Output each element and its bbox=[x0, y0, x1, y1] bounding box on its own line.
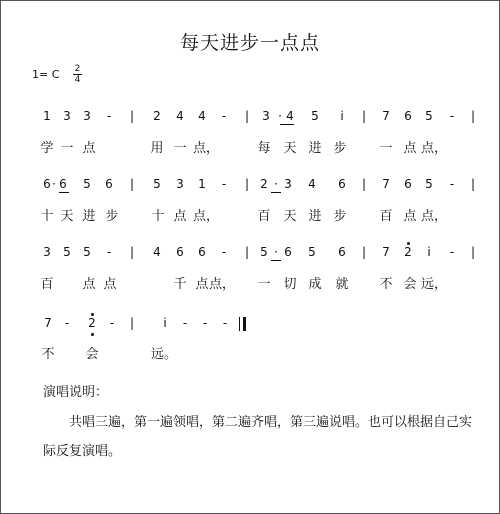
lyric-char: 点， bbox=[420, 141, 448, 156]
lyric-char: 用 bbox=[150, 141, 164, 156]
lyric-char: 点 bbox=[103, 277, 117, 292]
time-signature bbox=[73, 64, 82, 85]
lyric-char: 远。 bbox=[150, 347, 178, 362]
lyric-char: 天 bbox=[283, 141, 297, 156]
score-note: 4 bbox=[308, 177, 316, 191]
score-note: 3 bbox=[176, 177, 184, 191]
lyric-char: 天 bbox=[283, 209, 297, 224]
score-note: 6 bbox=[404, 109, 412, 123]
score-note: 5 bbox=[63, 245, 71, 259]
score-note: 2 bbox=[88, 316, 96, 330]
time-signature-top: 2 bbox=[74, 64, 81, 74]
lyric-char: 点， bbox=[192, 141, 220, 156]
score-note: - bbox=[221, 245, 227, 259]
score-note: - bbox=[106, 245, 112, 259]
lyric-char: 一 bbox=[60, 141, 74, 156]
lyric-char: 成 bbox=[308, 277, 322, 292]
score-note: 4 bbox=[286, 109, 294, 123]
lyric-char: 点 bbox=[403, 209, 417, 224]
lyric-char: 每 bbox=[257, 141, 271, 156]
score-note: · bbox=[274, 245, 278, 259]
lyric-char: 百 bbox=[379, 209, 393, 224]
lyric-char: 不 bbox=[41, 347, 55, 362]
score-note: 6 bbox=[404, 177, 412, 191]
final-barline-thin bbox=[239, 317, 240, 331]
score-note: 4 bbox=[153, 245, 161, 259]
lyric-char: 天 bbox=[60, 209, 74, 224]
lyric-char: 学 bbox=[40, 141, 54, 156]
score-note: · bbox=[278, 109, 282, 123]
score-note: - bbox=[222, 316, 228, 330]
score-note: 6 bbox=[284, 245, 292, 259]
score-note: · bbox=[274, 177, 278, 191]
eighth-note-underline bbox=[59, 192, 69, 193]
lyric-char: 十 bbox=[151, 209, 165, 224]
score-note: 7 bbox=[44, 316, 52, 330]
lyric-char: 一 bbox=[257, 277, 271, 292]
barline: | bbox=[129, 245, 135, 259]
barline: | bbox=[129, 177, 135, 191]
lyric-char: 点 bbox=[403, 141, 417, 156]
score-note: 5 bbox=[83, 177, 91, 191]
barline: | bbox=[129, 316, 135, 330]
key-signature: 1= C bbox=[32, 68, 60, 81]
score-note: 6 bbox=[198, 245, 206, 259]
lyric-char: 点， bbox=[420, 209, 448, 224]
score-note: i bbox=[163, 316, 167, 330]
score-note: 5 bbox=[311, 109, 319, 123]
lyric-char: 会 bbox=[85, 347, 99, 362]
score-note: 1 bbox=[43, 109, 51, 123]
score-note: 2 bbox=[404, 245, 412, 259]
barline: | bbox=[244, 177, 250, 191]
score-note: - bbox=[202, 316, 208, 330]
score-note: 2 bbox=[153, 109, 161, 123]
score-note: 5 bbox=[153, 177, 161, 191]
eighth-note-underline bbox=[271, 260, 281, 261]
octave-dot-above bbox=[91, 313, 94, 316]
instructions-text: 共唱三遍，第一遍领唱，第二遍齐唱，第三遍说唱。也可以根据自己实际反复演唱。 bbox=[43, 415, 473, 459]
instructions-heading: 演唱说明： bbox=[43, 385, 109, 400]
barline: | bbox=[470, 245, 476, 259]
score-note: 5 bbox=[260, 245, 268, 259]
lyric-char: 不 bbox=[379, 277, 393, 292]
score-note: - bbox=[449, 245, 455, 259]
lyric-char: 会 bbox=[403, 277, 417, 292]
barline: | bbox=[129, 109, 135, 123]
lyric-char: 步 bbox=[333, 141, 347, 156]
score-note: 6 bbox=[176, 245, 184, 259]
barline: | bbox=[361, 109, 367, 123]
lyric-char: 千 bbox=[173, 277, 187, 292]
lyric-char: 进 bbox=[308, 209, 322, 224]
score-note: 3 bbox=[262, 109, 270, 123]
barline: | bbox=[361, 177, 367, 191]
barline: | bbox=[244, 245, 250, 259]
lyric-char: 就 bbox=[335, 277, 349, 292]
score-note: 6 bbox=[59, 177, 67, 191]
barline: | bbox=[470, 109, 476, 123]
score-note: i bbox=[427, 245, 431, 259]
score-note: 3 bbox=[63, 109, 71, 123]
eighth-note-underline bbox=[280, 124, 294, 125]
score-note: 2 bbox=[260, 177, 268, 191]
lyric-char: 点 bbox=[82, 277, 96, 292]
lyric-char: 远， bbox=[420, 277, 448, 292]
score-note: 7 bbox=[382, 177, 390, 191]
final-barline bbox=[243, 317, 246, 331]
lyric-char: 百 bbox=[257, 209, 271, 224]
score-note: - bbox=[449, 109, 455, 123]
score-note: 6 bbox=[43, 177, 51, 191]
lyric-char: 步 bbox=[105, 209, 119, 224]
score-note: 3 bbox=[83, 109, 91, 123]
score-note: - bbox=[182, 316, 188, 330]
lyric-char: 点， bbox=[192, 209, 220, 224]
score-note: 5 bbox=[308, 245, 316, 259]
barline: | bbox=[361, 245, 367, 259]
eighth-note-underline bbox=[271, 192, 281, 193]
score-note: · bbox=[52, 177, 56, 191]
score-note: 5 bbox=[83, 245, 91, 259]
score-note: - bbox=[64, 316, 70, 330]
score-note: i bbox=[340, 109, 344, 123]
octave-dot-below bbox=[91, 333, 94, 336]
score-note: - bbox=[109, 316, 115, 330]
lyric-char: 百 bbox=[40, 277, 54, 292]
score-note: 6 bbox=[338, 177, 346, 191]
lyric-char: 切 bbox=[283, 277, 297, 292]
score-note: - bbox=[106, 109, 112, 123]
lyric-char: 一 bbox=[379, 141, 393, 156]
score-note: 1 bbox=[198, 177, 206, 191]
lyric-char: 进 bbox=[82, 209, 96, 224]
score-note: 6 bbox=[338, 245, 346, 259]
score-note: 4 bbox=[198, 109, 206, 123]
score-note: 5 bbox=[425, 177, 433, 191]
time-signature-bottom: 4 bbox=[74, 75, 81, 85]
score-note: - bbox=[221, 109, 227, 123]
score-note: 7 bbox=[382, 109, 390, 123]
score-note: 5 bbox=[425, 109, 433, 123]
lyric-char: 点 bbox=[195, 277, 209, 292]
score-note: 3 bbox=[43, 245, 51, 259]
lyric-char: 点 bbox=[82, 141, 96, 156]
lyric-char: 一 bbox=[173, 141, 187, 156]
lyric-char: 点， bbox=[208, 277, 236, 292]
score-note: 3 bbox=[284, 177, 292, 191]
score-note: 6 bbox=[105, 177, 113, 191]
song-title: 每天进步一点点 bbox=[179, 32, 320, 54]
lyric-char: 步 bbox=[333, 209, 347, 224]
barline: | bbox=[470, 177, 476, 191]
octave-dot-above bbox=[407, 242, 410, 245]
lyric-char: 十 bbox=[40, 209, 54, 224]
lyric-char: 进 bbox=[308, 141, 322, 156]
lyric-char: 点 bbox=[173, 209, 187, 224]
score-note: - bbox=[449, 177, 455, 191]
score-note: - bbox=[221, 177, 227, 191]
barline: | bbox=[244, 109, 250, 123]
score-note: 7 bbox=[382, 245, 390, 259]
score-note: 4 bbox=[176, 109, 184, 123]
